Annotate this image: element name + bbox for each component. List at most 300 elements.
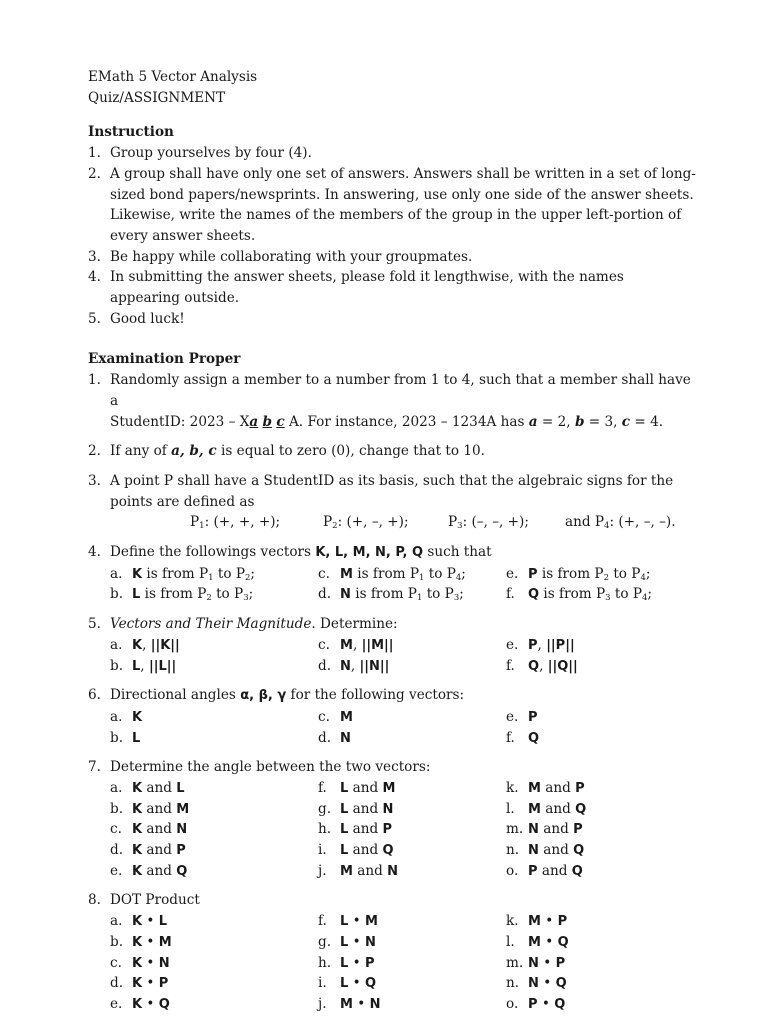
- question-stem: [88, 614, 698, 635]
- vector-name: L: [132, 587, 141, 603]
- item-letter: e.: [506, 636, 519, 653]
- vector-name: Q: [555, 976, 567, 992]
- vector-name: L: [340, 843, 349, 859]
- vector-name: L: [176, 780, 185, 796]
- angle-symbols: α, β, γ: [240, 688, 287, 704]
- item-cell: [318, 778, 395, 800]
- item-row: [110, 778, 698, 799]
- from-text: is from P: [144, 586, 207, 603]
- magnitude: ||L||: [148, 658, 177, 674]
- vector-name: P: [557, 914, 568, 930]
- item-cell: [506, 861, 583, 883]
- item-cell: [318, 707, 353, 729]
- item-cell: [318, 994, 381, 1016]
- point-label: and P: [565, 514, 605, 531]
- question-5: [88, 614, 698, 676]
- item-number: 5.: [88, 310, 101, 327]
- dot-symbol: •: [146, 933, 155, 950]
- item-letter: c.: [110, 821, 122, 838]
- vector-name: N: [528, 843, 539, 859]
- question-prefix: If any of: [110, 443, 167, 460]
- item-row: [110, 911, 698, 932]
- item-letter: l.: [506, 800, 515, 817]
- point-sub: 4: [641, 593, 648, 604]
- item-cell: [318, 953, 375, 975]
- item-number: 4.: [88, 269, 101, 286]
- vector-name: M: [340, 637, 353, 653]
- item-letter: g.: [318, 933, 332, 950]
- magnitude-items: [88, 635, 698, 676]
- vector-name: N: [528, 955, 539, 971]
- question-1: [88, 370, 698, 432]
- item-letter: k.: [506, 779, 519, 796]
- dot-product-items: [88, 911, 698, 1014]
- dot-symbol: •: [543, 954, 552, 971]
- dot-symbol: •: [545, 913, 554, 930]
- item-letter: o.: [506, 862, 519, 879]
- vector-name: M: [158, 934, 172, 950]
- item-cell: [506, 953, 565, 975]
- document-page: [88, 67, 698, 1015]
- item-cell: [506, 778, 585, 800]
- vector-name: M: [528, 801, 541, 817]
- vector-name: N: [340, 730, 351, 746]
- to-text: to P: [428, 565, 456, 582]
- terminator: ;: [647, 586, 652, 603]
- vector-name: P: [528, 863, 538, 879]
- point-sub: 2: [245, 572, 251, 583]
- vector-name: L: [340, 780, 349, 796]
- vector-name: M: [528, 934, 541, 950]
- vector-name: P: [158, 976, 169, 992]
- vector-name: M: [340, 566, 353, 582]
- vector-name: L: [340, 955, 349, 971]
- item-cell: [110, 635, 180, 657]
- vector-name: P: [528, 566, 538, 582]
- and-word: and: [146, 800, 172, 817]
- item-row: [110, 584, 698, 605]
- item-letter: m.: [506, 954, 524, 971]
- vector-name: Q: [176, 863, 188, 879]
- item-cell: [506, 728, 539, 750]
- to-text: to P: [217, 565, 245, 582]
- question-number: 4.: [88, 544, 101, 561]
- and-word: and: [146, 779, 172, 796]
- vector-name: K: [132, 976, 143, 992]
- vector-name: L: [132, 658, 141, 674]
- item-cell: [110, 932, 172, 954]
- point-signs: : (–, –, +);: [462, 514, 529, 531]
- item-cell: [506, 564, 650, 586]
- item-letter: m.: [506, 821, 524, 838]
- question-number: 7.: [88, 759, 101, 776]
- vector-name: N: [369, 996, 381, 1012]
- point-sub: 3: [243, 593, 249, 604]
- vector-name: K: [132, 566, 143, 582]
- and-word: and: [541, 862, 568, 879]
- item-cell: [506, 819, 583, 841]
- vector-name: Q: [557, 934, 569, 950]
- item-row: [110, 819, 698, 840]
- item-letter: a.: [110, 636, 123, 653]
- question-number: 6.: [88, 687, 101, 704]
- item-cell: [318, 728, 351, 750]
- question-suffix: is equal to zero (0), change that to 10.: [221, 443, 485, 460]
- to-text: to P: [426, 586, 454, 603]
- vector-name: P: [528, 709, 538, 725]
- item-cell: [506, 707, 538, 729]
- item-letter: j.: [318, 995, 327, 1012]
- item-letter: c.: [110, 954, 122, 971]
- eq-c: = 4.: [634, 413, 664, 430]
- point-def: [323, 512, 409, 533]
- vector-name: M: [176, 801, 190, 817]
- from-text: is from P: [541, 565, 604, 582]
- item-letter: c.: [318, 565, 330, 582]
- point-sub: 3: [457, 521, 463, 532]
- dot-symbol: •: [357, 995, 366, 1012]
- instruction-list: [88, 143, 698, 329]
- magnitude: ||P||: [546, 637, 575, 653]
- point-label: P: [323, 514, 333, 531]
- vector-name: Q: [382, 843, 394, 859]
- item-cell: [110, 953, 170, 975]
- item-cell: [110, 911, 167, 933]
- item-letter: f.: [318, 779, 327, 796]
- question-7: [88, 757, 698, 881]
- and-word: and: [352, 779, 379, 796]
- vector-name: P: [575, 780, 585, 796]
- item-letter: d.: [110, 975, 124, 992]
- vector-name: P: [528, 996, 538, 1012]
- comma: ,: [350, 657, 356, 674]
- angle-between-items: [88, 778, 698, 881]
- vector-name: N: [382, 801, 394, 817]
- item-cell: [506, 656, 578, 678]
- item-row: [110, 635, 698, 656]
- vector-name: K: [132, 863, 143, 879]
- vector-name: Q: [571, 863, 583, 879]
- item-row: [110, 840, 698, 861]
- item-cell: [110, 707, 142, 729]
- dot-symbol: •: [352, 933, 361, 950]
- var-a: a: [528, 413, 538, 430]
- item-letter: c.: [318, 708, 330, 725]
- vector-name: K: [132, 637, 143, 653]
- question-8: [88, 890, 698, 1014]
- item-cell: [110, 778, 185, 800]
- var-a: a: [249, 413, 259, 430]
- point-definitions: [110, 512, 698, 533]
- vector-name: L: [340, 801, 349, 817]
- item-row: [110, 799, 698, 820]
- item-row: [110, 994, 698, 1015]
- item-letter: h.: [318, 954, 332, 971]
- point-sub: 4: [455, 572, 462, 583]
- item-letter: o.: [506, 995, 519, 1012]
- var-b: b: [262, 413, 273, 430]
- item-letter: k.: [506, 913, 519, 930]
- vector-name: P: [573, 822, 583, 838]
- instruction-item: [88, 247, 698, 268]
- magnitude: ||N||: [359, 658, 390, 674]
- dot-symbol: •: [541, 995, 550, 1012]
- vector-name: N: [158, 955, 170, 971]
- dot-symbol: •: [146, 995, 155, 1012]
- item-letter: b.: [110, 729, 124, 746]
- item-row: [110, 932, 698, 953]
- eq-b: = 3,: [588, 413, 618, 430]
- item-cell: [318, 861, 398, 883]
- item-text: Be happy while collaborating with your groupmates.: [110, 248, 473, 265]
- question-6: [88, 685, 698, 748]
- item-cell: [506, 799, 586, 821]
- and-word: and: [543, 842, 569, 859]
- vector-name: P: [364, 955, 375, 971]
- vector-name: K: [132, 801, 143, 817]
- question-number: 3.: [88, 472, 101, 489]
- item-cell: [506, 584, 652, 606]
- vector-name: K: [132, 934, 143, 950]
- point-sub: 4: [604, 521, 610, 532]
- item-letter: b.: [110, 933, 124, 950]
- vector-name: Q: [528, 730, 540, 746]
- comma: ,: [140, 657, 145, 674]
- dot-symbol: •: [352, 975, 361, 992]
- item-letter: l.: [506, 933, 515, 950]
- dot-symbol: •: [545, 933, 554, 950]
- item-letter: e.: [506, 565, 519, 582]
- vector-name: L: [340, 934, 349, 950]
- vector-name: K: [132, 780, 143, 796]
- vector-name: N: [340, 658, 351, 674]
- vector-name: Q: [575, 801, 587, 817]
- item-letter: a.: [110, 708, 123, 725]
- item-cell: [110, 994, 170, 1016]
- exam-heading: Examination Proper: [88, 351, 241, 368]
- dot-symbol: •: [543, 975, 552, 992]
- item-letter: f.: [506, 657, 515, 674]
- magnitude: ||M||: [361, 637, 394, 653]
- vector-name: M: [382, 780, 396, 796]
- item-cell: [318, 656, 389, 678]
- to-text: to P: [614, 586, 642, 603]
- vector-name: Q: [364, 976, 377, 992]
- and-word: and: [146, 842, 172, 859]
- point-signs: : (+, +, +);: [204, 514, 281, 531]
- item-cell: [506, 973, 567, 995]
- vector-name: N: [528, 976, 539, 992]
- point-def: [190, 512, 280, 533]
- item-row: [110, 861, 698, 882]
- vector-name: Q: [528, 587, 540, 603]
- vector-name: M: [340, 709, 353, 725]
- vector-name: K: [132, 843, 143, 859]
- item-letter: a.: [110, 565, 123, 582]
- item-cell: [318, 584, 464, 606]
- item-letter: f.: [506, 729, 515, 746]
- point-label: P: [190, 514, 200, 531]
- vector-name: K: [132, 914, 143, 930]
- item-cell: [506, 840, 584, 862]
- question-2: [88, 441, 698, 462]
- item-letter: b.: [110, 586, 124, 603]
- item-letter: j.: [318, 862, 327, 879]
- question-stem: [88, 685, 698, 707]
- comma: ,: [537, 636, 542, 653]
- instruction-heading: Instruction: [88, 124, 174, 141]
- and-word: and: [352, 800, 379, 817]
- item-letter: g.: [318, 800, 332, 817]
- question-prefix: Directional angles: [110, 687, 236, 704]
- point-sub: 2: [332, 521, 338, 532]
- item-letter: e.: [110, 995, 123, 1012]
- vector-name: L: [340, 914, 349, 930]
- to-text: to P: [216, 586, 244, 603]
- point-sub: 1: [199, 521, 205, 532]
- item-row: [110, 953, 698, 974]
- point-sub: 1: [418, 572, 425, 583]
- vector-name: P: [382, 822, 393, 838]
- and-word: and: [357, 862, 383, 879]
- item-letter: d.: [318, 729, 332, 746]
- dot-symbol: •: [352, 913, 361, 930]
- and-word: and: [352, 842, 379, 859]
- item-cell: [110, 656, 176, 678]
- item-cell: [318, 819, 392, 841]
- point-label: P: [448, 514, 458, 531]
- student-id-suffix: A. For instance, 2023 – 1234A has: [288, 413, 525, 430]
- item-cell: [110, 564, 255, 586]
- question-number: 2.: [88, 443, 101, 460]
- item-cell: [318, 840, 394, 862]
- item-cell: [318, 635, 394, 657]
- from-text: is from P: [355, 586, 417, 603]
- dot-symbol: •: [352, 954, 361, 971]
- item-cell: [110, 973, 168, 995]
- dot-symbol: •: [146, 913, 155, 930]
- from-text: is from P: [543, 586, 606, 603]
- terminator: ;: [461, 565, 466, 582]
- dot-symbol: •: [146, 954, 155, 971]
- terminator: ;: [459, 586, 464, 603]
- and-word: and: [543, 821, 569, 838]
- terminator: ;: [250, 565, 256, 582]
- item-letter: a.: [110, 913, 123, 930]
- point-sub: 4: [640, 572, 646, 583]
- vector-name: P: [555, 955, 566, 971]
- item-cell: [318, 564, 466, 586]
- point-sub: 3: [605, 593, 611, 604]
- question-text: A point P shall have a StudentID as its basis, such that the algebraic signs for the points are defined as: [110, 472, 674, 510]
- vector-name: L: [340, 822, 349, 838]
- comma: ,: [352, 636, 358, 653]
- vector-name: N: [528, 822, 539, 838]
- vector-name: L: [132, 730, 141, 746]
- question-stem: [88, 757, 698, 778]
- item-letter: h.: [318, 821, 332, 838]
- vector-name: K: [132, 955, 143, 971]
- vector-name: K: [132, 709, 143, 725]
- instruction-item: [88, 309, 698, 330]
- question-suffix: for the following vectors:: [290, 687, 465, 704]
- point-def: [565, 512, 676, 533]
- item-cell: [110, 840, 186, 862]
- instruction-item: [88, 267, 698, 308]
- vector-name: N: [364, 934, 376, 950]
- item-row: [110, 707, 698, 728]
- to-text: to P: [613, 565, 641, 582]
- course-title: EMath 5 Vector Analysis: [88, 69, 258, 85]
- item-letter: n.: [506, 842, 520, 859]
- point-def: [448, 512, 529, 533]
- comma: ,: [539, 657, 544, 674]
- item-cell: [506, 911, 567, 933]
- instruction-item: [88, 143, 698, 164]
- item-letter: a.: [110, 779, 123, 796]
- vector-name: Q: [158, 996, 170, 1012]
- question-number: 5.: [88, 616, 101, 633]
- item-cell: [318, 799, 393, 821]
- vector-name: N: [176, 822, 188, 838]
- item-text: In submitting the answer sheets, please fold it lengthwise, with the names appearing outside.: [110, 269, 624, 307]
- question-text: Determine the angle between the two vectors:: [110, 759, 431, 776]
- question-number: 8.: [88, 892, 101, 909]
- question-suffix: such that: [427, 544, 492, 561]
- question-stem: [88, 890, 698, 911]
- and-word: and: [352, 821, 379, 838]
- question-prefix: Define the followings vectors: [110, 544, 312, 561]
- item-row: [110, 728, 698, 749]
- magnitude: ||Q||: [547, 658, 578, 674]
- question-text: DOT Product: [110, 892, 200, 909]
- magnitude: ||K||: [150, 637, 180, 653]
- and-word: and: [146, 862, 172, 879]
- vector-name: L: [340, 976, 349, 992]
- item-cell: [110, 728, 140, 750]
- vector-name: P: [528, 637, 538, 653]
- vector-name: N: [387, 863, 399, 879]
- item-row: [110, 656, 698, 677]
- question-vars: a, b, c: [171, 443, 217, 460]
- comma: ,: [142, 636, 147, 653]
- from-text: is from P: [357, 565, 419, 582]
- vector-name: L: [158, 914, 168, 930]
- item-cell: [318, 973, 376, 995]
- vector-name: K: [132, 822, 143, 838]
- vector-name: M: [528, 914, 541, 930]
- item-cell: [110, 819, 187, 841]
- point-signs: : (+, –, +);: [337, 514, 409, 531]
- point-sub: 1: [416, 593, 423, 604]
- var-c: c: [276, 413, 285, 430]
- vector-name: M: [340, 863, 353, 879]
- item-letter: i.: [318, 842, 327, 859]
- point-signs: : (+, –, –).: [609, 514, 676, 531]
- and-word: and: [545, 779, 571, 796]
- item-letter: f.: [506, 586, 515, 603]
- dot-symbol: •: [146, 975, 155, 992]
- item-number: 1.: [88, 145, 101, 162]
- question-stem: [88, 542, 698, 564]
- item-number: 3.: [88, 248, 101, 265]
- item-cell: [318, 932, 376, 954]
- item-letter: i.: [318, 975, 327, 992]
- vector-name: Q: [528, 658, 540, 674]
- item-letter: f.: [318, 913, 327, 930]
- vector-list: K, L, M, N, P, Q: [315, 545, 424, 561]
- question-topic: Vectors and Their Magnitude: [110, 616, 312, 633]
